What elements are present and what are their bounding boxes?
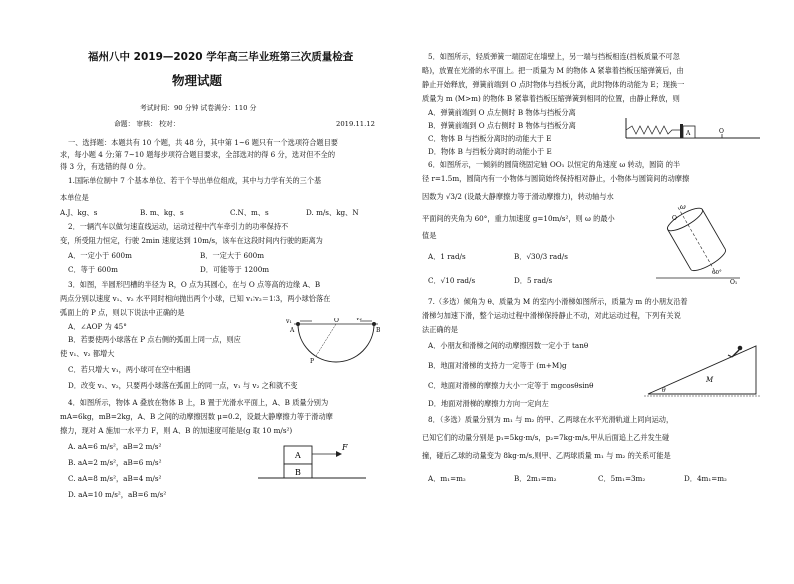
q5-stem: 5．如图所示，轻质弹簧一端固定在墙壁上，另一端与挡板相连(挡板质量不可忽 — [428, 52, 680, 61]
q3-stem: 弧面上的 P 点，则以下说法中正确的是 — [60, 308, 185, 317]
ball-a — [296, 322, 300, 326]
signatures-line: 命题： 审核： 校对： — [114, 120, 180, 128]
fig-label: v₂ — [356, 318, 362, 322]
q8-stem: 已知它们的动量分别是 p₁=5kg·m/s，p₂=7kg·m/s,甲从后面追上乙并发生碰 — [422, 433, 670, 442]
radius-op — [316, 324, 336, 356]
q5-stem: 静止开始释放，弹簧前端到 O 点时物体与挡板分离，此时物体的动能为 E；现换一 — [422, 80, 685, 89]
q2-option-a: A．一定小于 600m — [68, 251, 132, 260]
q5-option-b: B．弹簧前端到 O 点右侧时 B 物体与挡板分离 — [428, 121, 576, 130]
fig-label: O — [719, 128, 724, 135]
fig-label: F — [342, 443, 348, 452]
fig-label: P — [310, 358, 315, 364]
subject-title: 物理试题 — [172, 73, 223, 88]
intro-line: 得 3 分，有选错的得 0 分。 — [60, 162, 151, 171]
ball-b — [372, 322, 376, 326]
q2-stem: 变，所受阻力恒定，行驶 2min 速度达到 10m/s，该车在这段时间内行驶的距离为 — [60, 236, 323, 245]
q1-option-c: C.N、m、s — [230, 208, 269, 217]
q6-stem: 径 r=1.5m，圆筒内有一小物体与圆筒始终保持相对静止，小物体与圆筒间的动摩擦 — [422, 174, 690, 183]
q2-option-d: D．可能等于 1200m — [200, 265, 270, 274]
q3-stem: 两点分别以速度 v₁、v₂ 水平同时相向抛出两个小球，已知 v₁∶v₂＝1∶3，两小球恰落在 — [60, 294, 331, 303]
q1-option-b: B. m、kg、s — [140, 208, 184, 217]
q7-option-b: B．地面对滑梯的支持力一定等于 (m+M)g — [428, 361, 567, 370]
q2-stem: 2．一辆汽车以做匀速直线运动，运动过程中汽车牵引力的功率保持不 — [68, 222, 289, 231]
q3-option-b-cont: 使 v₁、v₂ 都增大 — [60, 349, 115, 358]
q4-option-b: B. aA=2 m/s²，aB=6 m/s² — [68, 458, 162, 467]
q3-option-a: A．∠AOP 为 45° — [68, 322, 127, 331]
child-head — [738, 346, 743, 351]
q6-option-d: D．5 rad/s — [514, 276, 553, 285]
spring — [626, 126, 680, 134]
left-column — [60, 0, 390, 584]
q1-option-d: D. m/s、kg、N — [306, 208, 359, 217]
q7-stem: 7.（多选）倾角为 θ、质量为 M 的室内小滑梯如图所示，质量为 m 的小朋友沿着 — [428, 297, 688, 306]
q4-stem: 擦力，现对 A 施加一水平力 F，则 A、B 的加速度可能是(g 取 10 m/s²) — [60, 426, 293, 435]
q1-stem: 1.国际单位制中 7 个基本单位、若干个导出单位组成，其中与力学有关的三个基 — [68, 176, 322, 185]
fig-label: M — [706, 376, 714, 384]
q4-option-a: A. aA=6 m/s²，aB=2 m/s² — [68, 442, 162, 451]
q7-option-d: D．地面对滑梯的摩擦力方向一定向左 — [428, 399, 549, 408]
q8-stem: 撞，碰后乙球的动量变为 8kg·m/s,则甲、乙两球质量 m₁ 与 m₂ 的关系可能是 — [422, 451, 671, 460]
q5-stem: 质量为 m (M>m) 的物体 B 紧靠着挡板压缩弹簧到相同的位置，由静止释放，则 — [422, 94, 680, 103]
slide-figure — [644, 340, 760, 400]
spring-figure — [622, 116, 762, 142]
fig-label: B — [376, 327, 381, 334]
q5-option-c: C．物体 B 与挡板分离时的动能大于 E — [428, 134, 552, 143]
stacked-blocks-figure — [258, 440, 368, 490]
exam-info: 考试时间：90 分钟 试卷满分：110 分 — [140, 104, 257, 112]
fig-label: O₁ — [730, 279, 738, 284]
q1-option-a: A.J、kg、s — [60, 208, 98, 217]
q6-option-b: B．√30/3 rad/s — [514, 252, 568, 261]
fig-label: B — [295, 468, 301, 477]
q1-stem: 本单位是 — [60, 193, 89, 202]
q4-stem: mA=6kg，mB=2kg，A、B 之间的动摩擦因数 μ=0.2，设最大静摩擦力等于滑动摩 — [60, 412, 333, 421]
q4-stem: 4．如图所示，物体 A 叠放在物体 B 上，B 置于光滑水平面上，A、B 质量分别为 — [68, 398, 329, 407]
school-title: 福州八中 2019—2020 学年高三毕业班第三次质量检查 — [88, 51, 354, 63]
q3-option-b: B．若要使两小球落在 P 点右侧的弧面上同一点，则应 — [68, 335, 241, 344]
q6-option-a: A．1 rad/s — [428, 252, 466, 261]
fig-label: A — [295, 451, 301, 460]
q6-stem: 因数为 √3/2 (设最大静摩擦力等于滑动摩擦力)，转动轴与水 — [422, 192, 614, 201]
fig-label: O — [672, 215, 677, 222]
fig-label: θ — [662, 387, 666, 394]
q8-option-d: D．4m₁=m₂ — [684, 474, 727, 483]
baffle-plate — [680, 124, 683, 138]
q5-option-a: A．弹簧前端到 O 点左侧时 B 物体与挡板分离 — [428, 108, 576, 117]
fig-label: ω — [680, 203, 686, 211]
right-column — [422, 0, 767, 584]
q4-option-d: D. aA=10 m/s²，aB=6 m/s² — [68, 490, 167, 499]
q3-option-c: C．若只增大 v₁，两小球可在空中相遇 — [68, 365, 191, 374]
q6-option-c: C．√10 rad/s — [428, 276, 476, 285]
q4-option-c: C. aA=8 m/s²，aB=4 m/s² — [68, 474, 162, 483]
fig-label: A — [686, 130, 691, 137]
q7-stem: 滑梯匀加速下滑，整个运动过程中滑梯保持静止不动，对此运动过程，下列有关说 — [422, 311, 681, 320]
q7-stem: 法正确的是 — [422, 325, 458, 334]
intro-line: 一、选择题：本题共有 10 个题，共 48 分，其中第 1~6 题只有一个选项符合题目要 — [68, 138, 338, 147]
q6-stem: 6．如图所示，一倾斜的圆筒绕固定轴 OO₁ 以恒定的角速度 ω 转动，圆筒 的半 — [428, 160, 681, 169]
tilted-cylinder-figure — [654, 200, 742, 284]
intro-line: 求，每小题 4 分;第 7~10 题每步项符合题目要求，全部选对的得 6 分，选对但不全的 — [60, 150, 336, 159]
q5-stem: 略)，放置在光滑的水平面上。把一质量为 M 的物体 A 紧靠着挡板压缩弹簧后，由 — [422, 66, 684, 75]
fig-label: v₁ — [286, 318, 292, 325]
cylinder-side — [668, 229, 691, 269]
q8-option-a: A．m₁=m₂ — [428, 474, 466, 483]
q3-option-d: D．改变 v₁、v₂，只要两小球落在弧面上的同一点，v₁ 与 v₂ 之和就不变 — [68, 381, 298, 390]
q6-stem: 值是 — [422, 231, 437, 240]
fig-label: 60° — [712, 270, 722, 276]
q5-option-d: D．物体 B 与挡板分离时的动能小于 E — [428, 147, 552, 156]
semicircle-arc — [298, 324, 374, 362]
q2-option-c: C．等于 600m — [68, 265, 118, 274]
q8-option-b: B．2m₁=m₂ — [514, 474, 557, 483]
q8-option-c: C．5m₁=3m₂ — [598, 474, 646, 483]
q6-stem: 平面间的夹角为 60°，重力加速度 g=10m/s²，则 ω 的最小 — [422, 214, 615, 223]
fig-label: O — [334, 318, 339, 324]
q3-stem: 3．如图，半圆形凹槽的半径为 R，O 点为其圆心，在与 O 点等高的边缘 A、B — [68, 280, 321, 289]
q7-option-c: C．地面对滑梯的摩擦力大小一定等于 mgcosθsinθ — [428, 381, 594, 390]
q7-option-a: A．小朋友和滑梯之间的动摩擦因数一定小于 tanθ — [428, 341, 589, 350]
fig-label: A — [290, 327, 295, 334]
exam-date: 2019.11.12 — [336, 120, 375, 128]
cylinder-side — [702, 209, 725, 249]
semicircle-figure — [286, 318, 386, 364]
q8-stem: 8．（多选）质量分别为 m₁ 与 m₂ 的甲、乙两球在水平光滑轨道上同向运动， — [428, 415, 674, 424]
q2-option-b: B．一定大于 600m — [200, 251, 265, 260]
child-leg — [728, 355, 732, 357]
